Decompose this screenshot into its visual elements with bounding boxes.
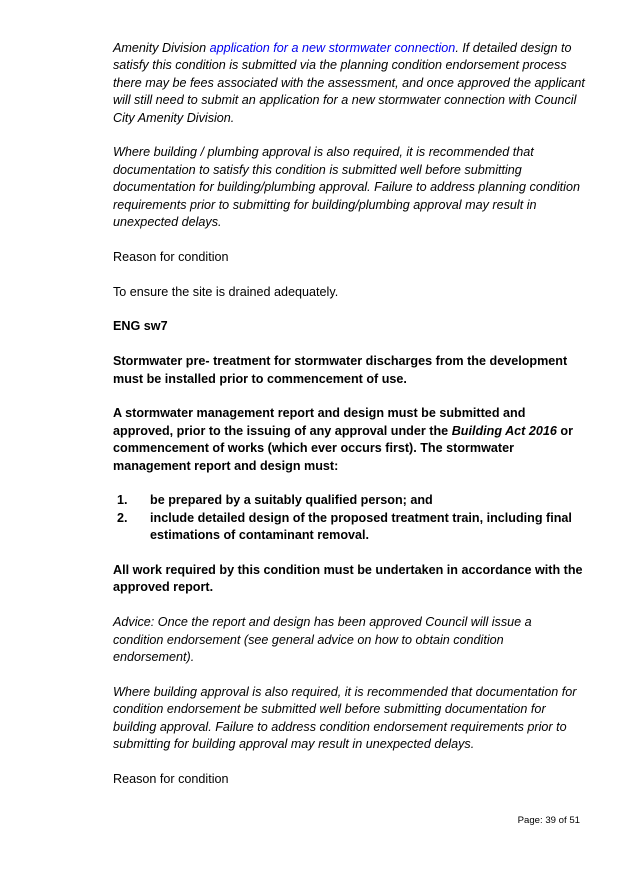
condition-req-pre: A stormwater management report and design must be submitted and approved, prior to the issuing of any approval under the: [113, 406, 526, 438]
reason-heading-1: Reason for condition: [113, 249, 229, 264]
para1-post: . If detailed design to satisfy this condition is submitted via the planning condition endorsement process there may be fees associated with the assessment, and once approved the applicant will still need to submit an application for a new stormwater connection with Council City Amenity Division.: [113, 41, 585, 125]
list-item-text: be prepared by a suitably qualified person; and: [150, 493, 433, 508]
condition-code: ENG sw7: [113, 319, 168, 334]
list-item: [113, 510, 585, 545]
stormwater-connection-link[interactable]: application for a new stormwater connection: [209, 41, 456, 55]
building-act-reference: Building Act 2016: [451, 423, 557, 438]
document-page: [113, 40, 585, 806]
reason-heading-2: Reason for condition: [113, 771, 229, 786]
plumbing-approval-paragraph: Where building / plumbing approval is also required, it is recommended that documentation to satisfy this condition is submitted well before submitting documentation for building/plumbing approval. Failure to address planning condition requirements prior to submitting for building/plumbing approval may result in unexpected delays.: [113, 145, 580, 230]
list-item: [113, 492, 585, 509]
para1-pre: Amenity Division: [113, 41, 210, 55]
building-approval-paragraph: Where building approval is also required, it is recommended that documentation for condition endorsement be submitted well before submitting documentation for building approval. Failure to address condition endorsement requirements prior to submitting for building approval may result in unexpected delays.: [113, 684, 577, 752]
reason-text-1: To ensure the site is drained adequately.: [113, 284, 339, 299]
list-item-number: 2.: [117, 510, 128, 525]
advice-paragraph: Advice: Once the report and design has been approved Council will issue a condition endorsement (see general advice on how to obtain condition endorsement).: [113, 615, 532, 665]
condition-list: [113, 492, 585, 544]
condition-req-post: or commencement of works (which ever occurs first). The stormwater management report and design must:: [113, 423, 573, 473]
list-item-number: 1.: [117, 493, 128, 508]
page-number: Page: 39 of 51: [517, 815, 580, 826]
list-item-text: include detailed design of the proposed treatment train, including final estimations of contaminant removal.: [150, 510, 572, 543]
condition-intro: Stormwater pre- treatment for stormwater discharges from the development must be installed prior to commencement of use.: [113, 354, 568, 386]
stormwater-connection-paragraph: [113, 40, 585, 127]
condition-close: All work required by this condition must be undertaken in accordance with the approved report.: [113, 563, 583, 595]
condition-requirement: [113, 405, 585, 475]
